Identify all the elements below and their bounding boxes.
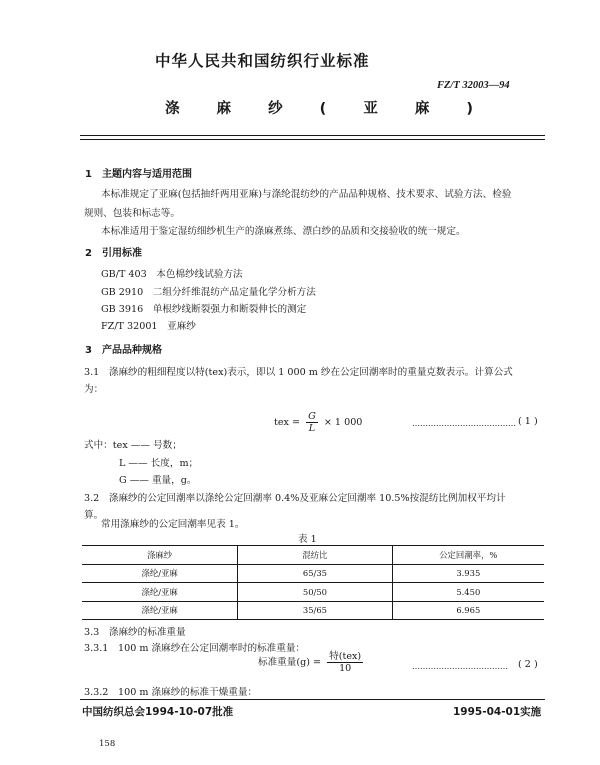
section-1-heading: 1 主题内容与适用范围 (85, 169, 192, 180)
reference-item: FZ/T 32001 亚麻纱 (101, 321, 196, 332)
section-3-heading: 3 产品品种规格 (85, 345, 162, 356)
formula-2-lhs: 标准重量(g) = (258, 657, 322, 668)
table-cell: 50/50 (238, 583, 392, 602)
clause-3-2-line-1: 3.2 涤麻纱的公定回潮率以涤纶公定回潮率 0.4%及亚麻公定回潮率 10.5%按混纺比例加权平均计 (84, 493, 506, 504)
section-1-para-1-line-1: 本标准规定了亚麻(包括抽纤两用亚麻)与涤纶混纺纱的产品品种规格、技术要求、试验方法、检验 (101, 189, 512, 200)
reference-item: GB 2910 二组分纤维混纺产品定量化学分析方法 (101, 287, 316, 298)
formula-2-number: ( 2 ) (518, 659, 538, 670)
table-1-caption: 表 1 (298, 534, 317, 545)
formula-1-rhs: × 1 000 (323, 417, 363, 428)
formula-1-leader-dots: ………………………………… (412, 419, 516, 428)
header-rule-bottom (80, 139, 545, 140)
clause-3-1-line-1: 3.1 涤麻纱的粗细程度以特(tex)表示，即以 1 000 m 纱在公定回潮率时的重量克数表示。计算公式 (84, 367, 513, 378)
document-title: 涤 麻 纱 ( 亚 麻 ) (165, 101, 490, 117)
reference-item: GB 3916 单根纱线断裂强力和断裂伸长的测定 (101, 304, 307, 315)
clause-3-1-line-2: 为： (84, 384, 104, 395)
formula-1-fraction (306, 411, 318, 434)
table-row (82, 583, 544, 602)
standard-code: FZ/T 32003—94 (437, 80, 510, 91)
table-header-cell: 公定回潮率，% (392, 546, 544, 565)
implementation-date: 1995-04-01实施 (453, 706, 542, 718)
formula-2-fraction (327, 651, 363, 674)
table-cell: 涤纶/亚麻 (141, 568, 178, 579)
table-header-row (82, 546, 544, 565)
table-cell: 涤纶/亚麻 (141, 605, 178, 616)
header-rule-top (80, 135, 545, 136)
formula-1-denominator: L (308, 423, 316, 434)
formula-1-lhs: tex = (274, 417, 301, 428)
table-row (82, 601, 544, 620)
section-1-para-1-line-2: 规则、包装和标志等。 (84, 208, 180, 219)
table-header-cell: 涤麻纱 (147, 549, 173, 560)
clause-3-3-2: 3.3.2 100 m 涤麻纱的标准干燥重量： (84, 687, 258, 698)
table-cell: 35/65 (238, 601, 392, 620)
clause-3-2-line-2: 算。 (84, 510, 104, 521)
formula-1-where-line-3: G —— 重量，g。 (119, 475, 197, 486)
clause-3-2-line-3: 常用涤麻纱的公定回潮率见表 1。 (101, 519, 245, 530)
page-number: 158 (99, 739, 116, 749)
formula-1 (274, 411, 362, 434)
formula-2-numerator: 特(tex) (329, 651, 362, 662)
table-cell: 65/35 (238, 564, 392, 583)
table-cell: 6.965 (392, 601, 544, 620)
org-title: 中华人民共和国纺织行业标准 (155, 52, 370, 70)
formula-1-where-line-2: L —— 长度，m； (119, 458, 199, 469)
clause-3-3-1: 3.3.1 100 m 涤麻纱在公定回潮率时的标准重量： (84, 643, 306, 654)
clause-3-3-heading: 3.3 涤麻纱的标准重量 (84, 627, 186, 638)
formula-1-number: ( 1 ) (518, 416, 538, 427)
formula-1-numerator: G (308, 411, 316, 422)
approval-statement: 中国纺织总会1994-10-07批准 (82, 706, 234, 718)
table-row (82, 564, 544, 583)
table-1 (82, 545, 544, 620)
table-cell: 3.935 (392, 564, 544, 583)
formula-2-leader-dots: ……………………………… (412, 662, 508, 671)
table-cell: 5.450 (392, 583, 544, 602)
table-cell: 涤纶/亚麻 (141, 586, 178, 597)
reference-item: GB/T 403 本色棉纱线试验方法 (101, 269, 243, 280)
formula-2 (258, 651, 366, 674)
formula-2-denominator: 10 (339, 663, 352, 674)
formula-1-where-line-1: 式中：tex —— 号数； (84, 440, 182, 451)
table-header-cell: 混纺比 (238, 546, 392, 565)
section-1-para-2: 本标准适用于鉴定湿纺细纱机生产的涤麻煮练、漂白纱的品质和交接验收的统一规定。 (101, 226, 466, 237)
footer-rule (80, 699, 545, 700)
section-2-heading: 2 引用标准 (85, 248, 142, 259)
